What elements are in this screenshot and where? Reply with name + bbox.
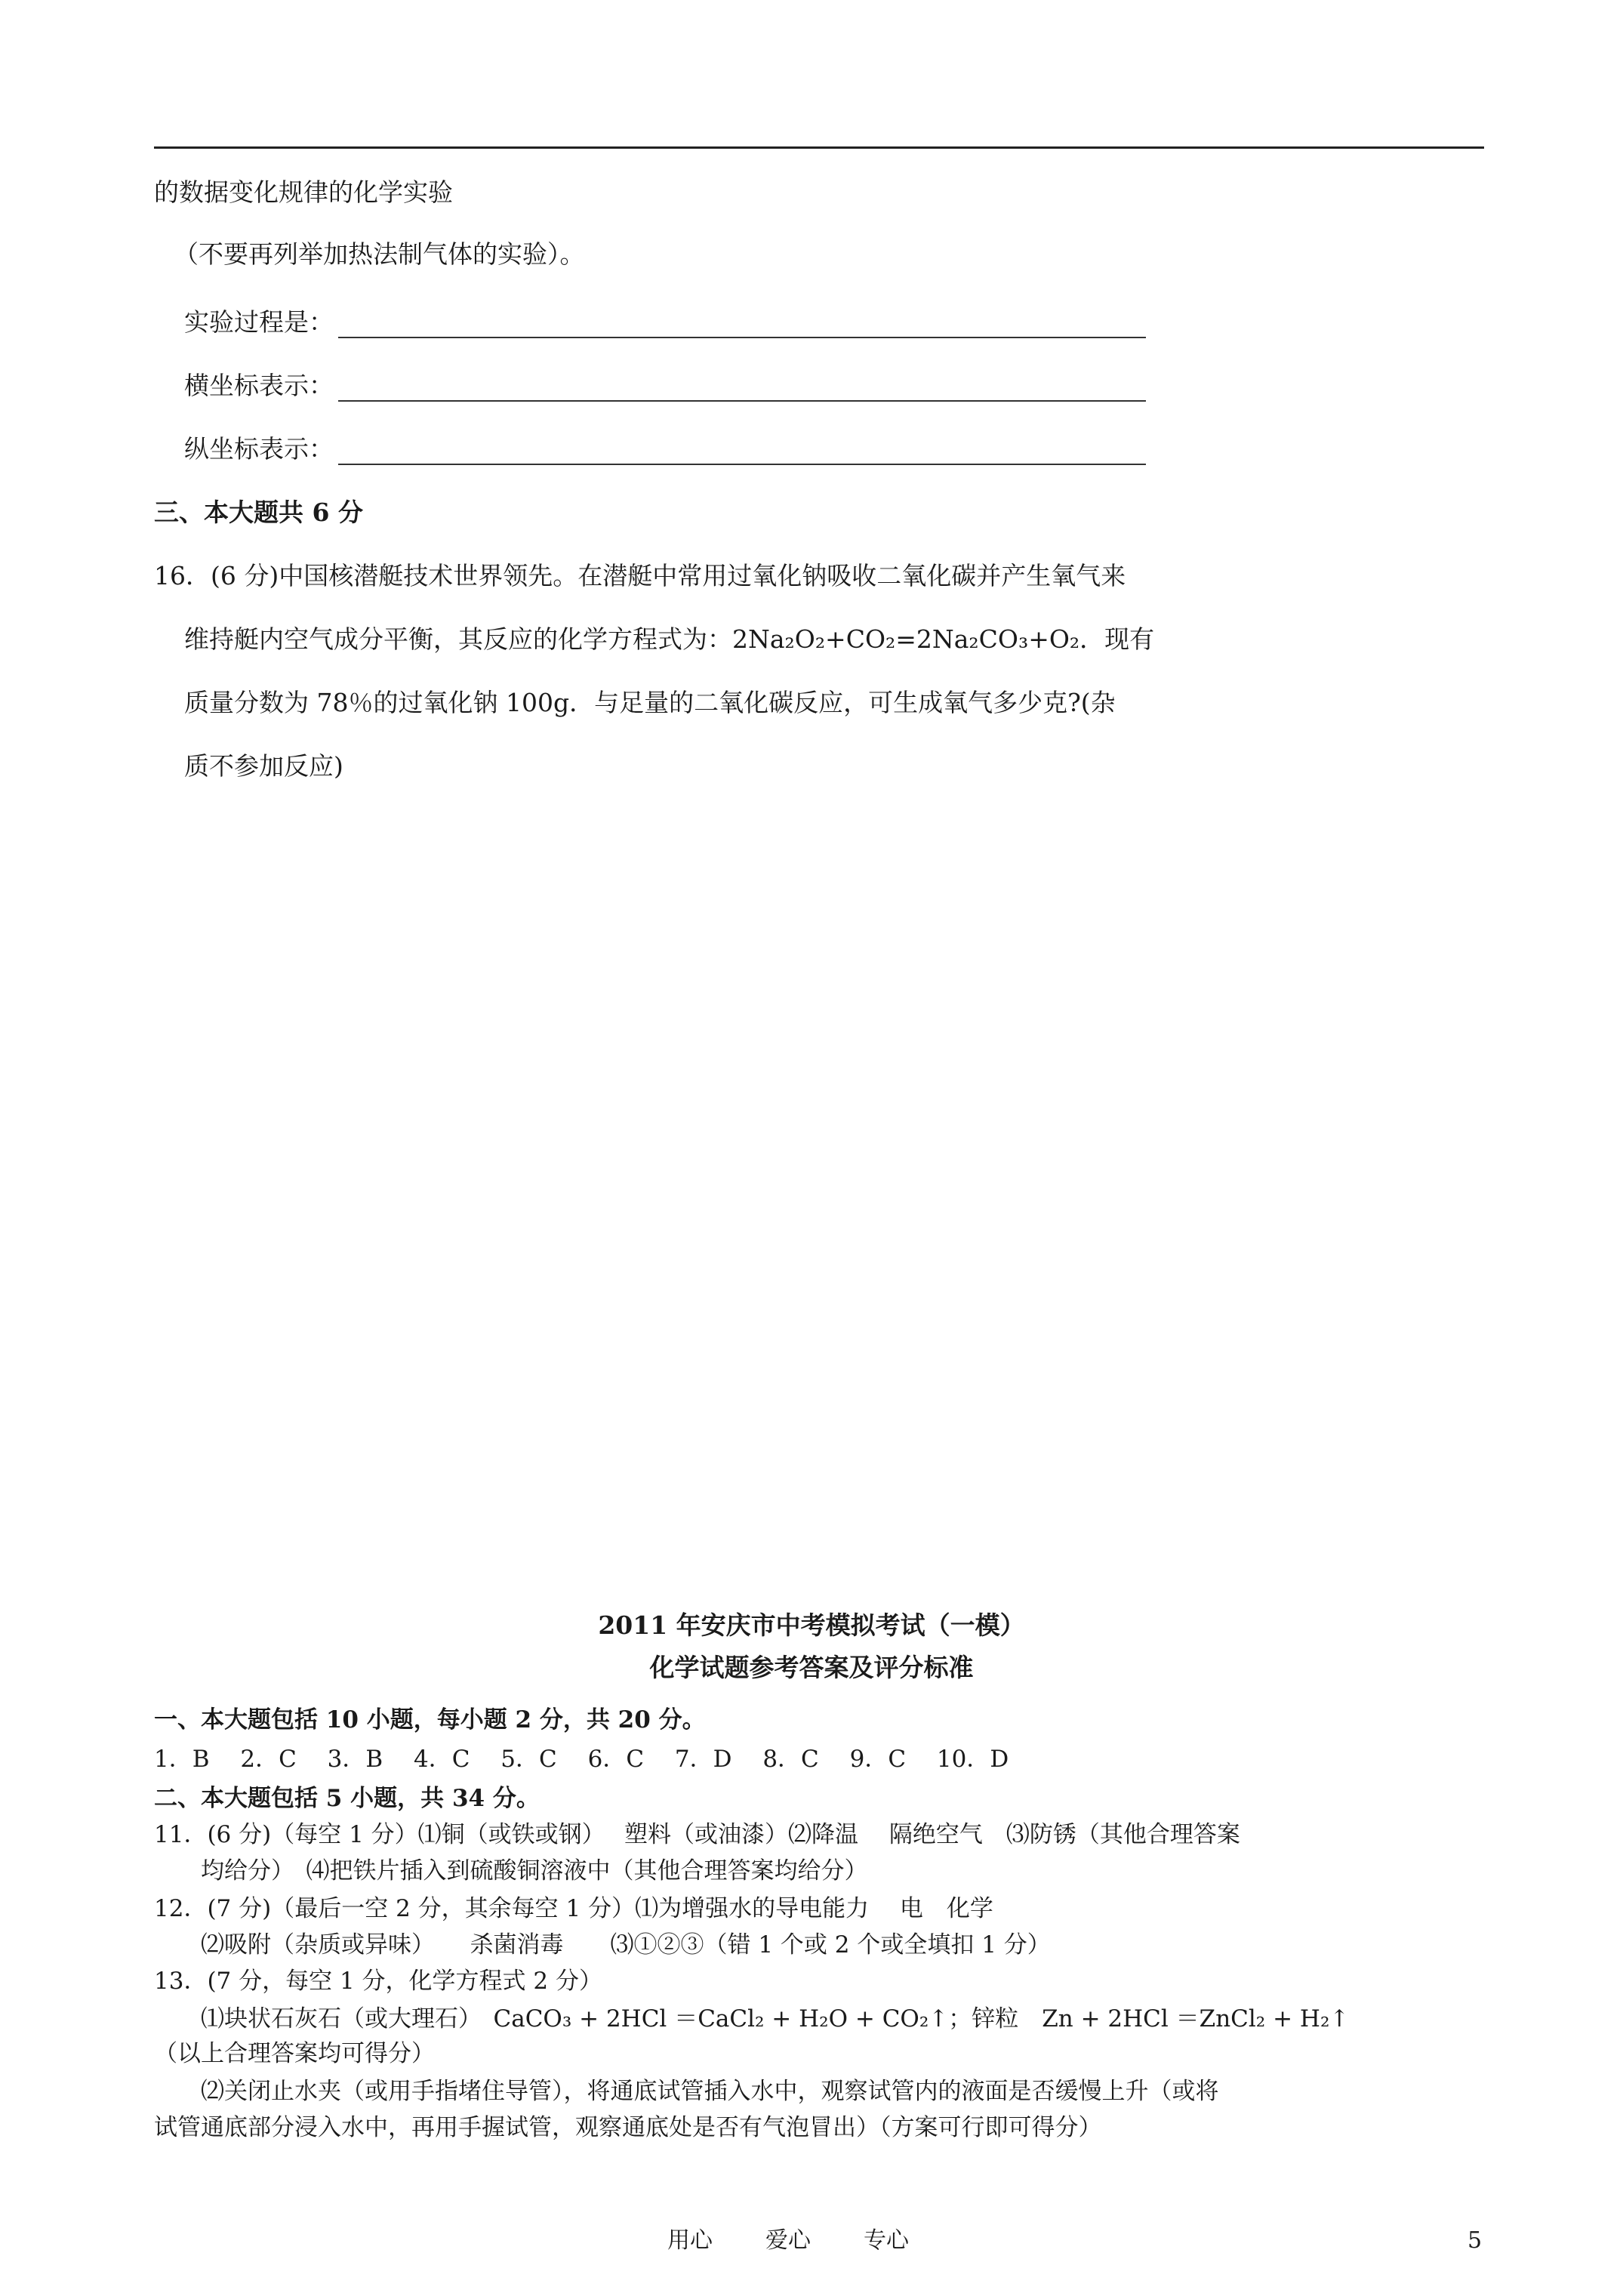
blank-x-axis xyxy=(184,370,1146,402)
blank-label: 纵坐标表示： xyxy=(184,434,334,464)
page-number: 5 xyxy=(1467,2227,1483,2254)
blank-label: 实验过程是： xyxy=(184,307,334,337)
answer-section-heading: 二、本大题包括 5 小题，共 34 分。 xyxy=(154,1785,540,1812)
answer-line: ⑵吸附（杂质或异味） 杀菌消毒 ⑶①②③（错 1 个或 2 个或全填扣 1 分） xyxy=(154,1931,1051,1959)
answer-blank[interactable] xyxy=(338,438,1146,465)
answer-section-heading: 一、本大题包括 10 小题，每小题 2 分，共 20 分。 xyxy=(154,1706,706,1734)
blank-experiment-process xyxy=(184,307,1146,338)
footer-item: 专心 xyxy=(864,2227,909,2254)
blank-y-axis xyxy=(184,433,1146,465)
question-16-line: 16．(6 分)中国核潜艇技术世界领先。在潜艇中常用过氧化钠吸收二氧化碳并产生氧气来 xyxy=(154,561,1126,590)
continued-text-line: 的数据变化规律的化学实验 xyxy=(154,177,453,207)
header-rule xyxy=(154,146,1484,149)
answer-line: （以上合理答案均可得分） xyxy=(154,2040,435,2067)
instruction-note: （不要再列举加热法制气体的实验）。 xyxy=(174,239,585,269)
answer-line: 13．(7 分，每空 1 分，化学方程式 2 分） xyxy=(154,1968,602,1995)
answer-line: 1．B 2．C 3．B 4．C 5．C 6．C 7．D 8．C 9．C 10．D xyxy=(154,1746,1009,1773)
answer-line: 试管通底部分浸入水中，再用手握试管，观察通底处是否有气泡冒出）（方案可行即可得分） xyxy=(154,2114,1102,2141)
question-16-line: 维持艇内空气成分平衡，其反应的化学方程式为：2Na₂O₂+CO₂=2Na₂CO₃+O₂．现有 xyxy=(184,624,1155,654)
answer-line: 12．(7 分)（最后一空 2 分，其余每空 1 分）⑴为增强水的导电能力 电 化学 xyxy=(154,1895,993,1922)
question-16-line: 质量分数为 78％的过氧化钠 100g．与足量的二氧化碳反应，可生成氧气多少克?(杂 xyxy=(184,688,1116,717)
answer-line: 均给分） ⑷把铁片插入到硫酸铜溶液中（其他合理答案均给分） xyxy=(154,1857,868,1885)
footer-item: 爱心 xyxy=(765,2227,811,2254)
answer-blank[interactable] xyxy=(338,374,1146,402)
answer-line: ⑵关闭止水夹（或用手指堵住导管），将通底试管插入水中，观察试管内的液面是否缓慢上升（或将 xyxy=(154,2078,1219,2105)
answer-key-subtitle: 化学试题参考答案及评分标准 xyxy=(649,1653,974,1682)
footer-item: 用心 xyxy=(667,2227,713,2254)
section-heading: 三、本大题共 6 分 xyxy=(154,498,363,527)
answer-key-title: 2011 年安庆市中考模拟考试（一模） xyxy=(598,1610,1025,1640)
answer-line: ⑴块状石灰石（或大理石） CaCO₃ + 2HCl ＝CaCl₂ + H₂O + CO₂↑；锌粒 Zn + 2HCl ＝ZnCl₂ + H₂↑ xyxy=(154,2005,1350,2032)
blank-label: 横坐标表示： xyxy=(184,371,334,400)
answer-blank[interactable] xyxy=(338,311,1146,338)
answer-line: 11．(6 分)（每空 1 分）⑴铜（或铁或钢） 塑料（或油漆）⑵降温 隔绝空气 ⑶防锈（其他合理答案 xyxy=(154,1821,1240,1848)
question-16-line: 质不参加反应) xyxy=(184,751,343,781)
footer-motto xyxy=(667,2226,962,2256)
